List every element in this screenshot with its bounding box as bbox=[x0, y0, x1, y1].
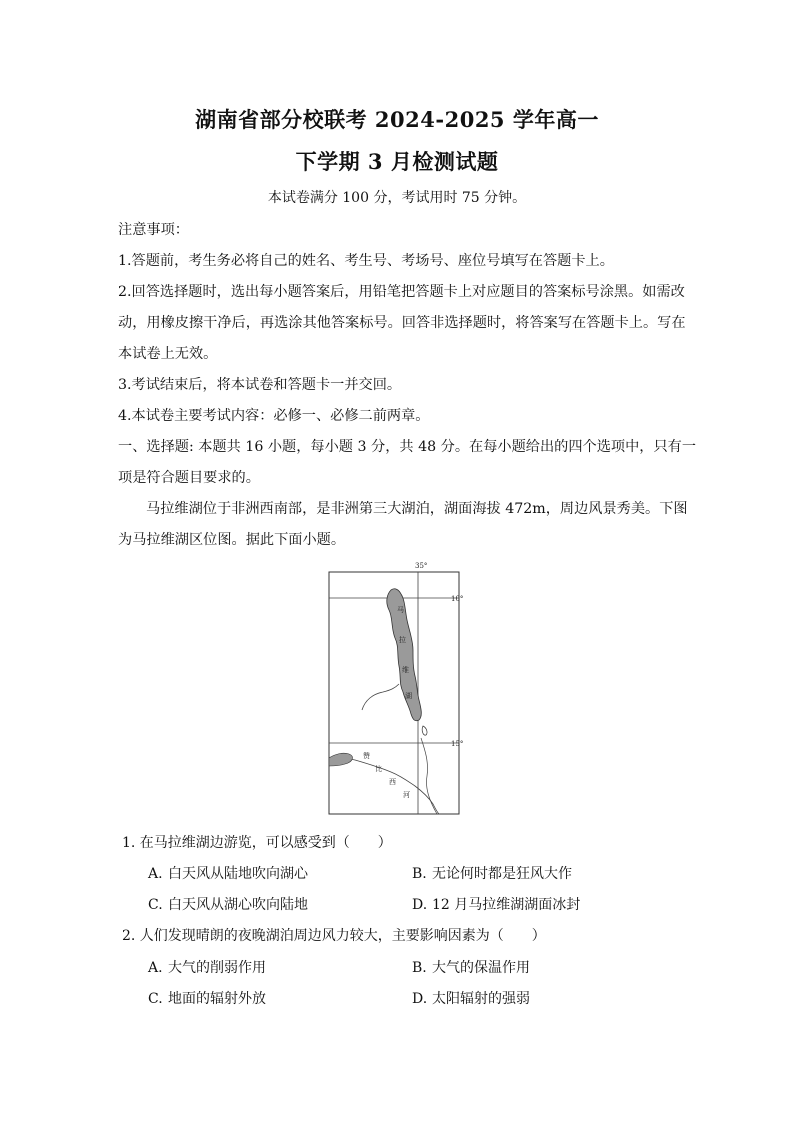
lake-label-char-3: 维 bbox=[402, 666, 409, 674]
question-1-option-d[interactable] bbox=[412, 894, 580, 914]
notes-line-3: 动，用橡皮擦干净后，再选涂其他答案标号。回答非选择题时，将答案写在答题卡上。写在 bbox=[118, 315, 686, 331]
question-1-option-b[interactable] bbox=[412, 863, 572, 883]
notes-line-6: 4.本试卷主要考试内容：必修一、必修二前两章。 bbox=[118, 408, 430, 424]
option-text: 大气的削弱作用 bbox=[168, 960, 266, 976]
option-text: 12 月马拉维湖湖面冰封 bbox=[432, 897, 581, 913]
section-heading-line1: 一、选择题: 本题共 16 小题，每小题 3 分，共 48 分。在每小题给出的四个选项中，只有一 bbox=[118, 439, 697, 455]
option-letter: B. bbox=[412, 960, 427, 976]
question-1-option-c[interactable] bbox=[148, 894, 308, 914]
question-2-option-d[interactable] bbox=[412, 988, 530, 1008]
lake-label-char-4: 湖 bbox=[405, 692, 412, 700]
question-2-option-c[interactable] bbox=[148, 988, 266, 1008]
river-label-char-3: 西 bbox=[389, 778, 396, 786]
option-letter: C. bbox=[148, 991, 163, 1007]
notes-line-1: 1.答题前，考生务必将自己的姓名、考生号、考场号、座位号填写在答题卡上。 bbox=[118, 253, 614, 269]
option-text: 无论何时都是狂风大作 bbox=[432, 866, 572, 882]
option-letter: D. bbox=[412, 897, 428, 913]
question-1-option-a[interactable] bbox=[148, 863, 308, 883]
option-letter: A. bbox=[148, 960, 163, 976]
question-2-option-b[interactable] bbox=[412, 957, 530, 977]
notes-line-4: 本试卷上无效。 bbox=[118, 346, 218, 362]
passage-line2: 为马拉维湖区位图。据此下面小题。 bbox=[118, 532, 346, 548]
option-text: 白天风从湖心吹向陆地 bbox=[168, 897, 308, 913]
option-letter: D. bbox=[412, 991, 428, 1007]
river-label-char-1: 赞 bbox=[363, 752, 370, 760]
lon-label-35: 35° bbox=[415, 562, 428, 570]
option-letter: C. bbox=[148, 897, 163, 913]
question-2-option-a[interactable] bbox=[148, 957, 266, 977]
option-text: 白天风从陆地吹向湖心 bbox=[168, 866, 308, 882]
passage-line1: 马拉维湖位于非洲西南部，是非洲第三大湖泊，湖面海拔 472m，周边风景秀美。下图 bbox=[146, 501, 688, 517]
option-letter: A. bbox=[148, 866, 163, 882]
malawi-lake-map bbox=[329, 562, 464, 814]
question-1-stem: 1. 在马拉维湖边游览，可以感受到（ ） bbox=[122, 835, 392, 851]
notes-line-2: 2.回答选择题时，选出每小题答案后，用铅笔把答题卡上对应题目的答案标号涂黑。如需改 bbox=[118, 284, 685, 300]
option-letter: B. bbox=[412, 866, 427, 882]
notes-heading: 注意事项： bbox=[118, 222, 189, 238]
notes-line-5: 3.考试结束后，将本试卷和答题卡一并交回。 bbox=[118, 377, 402, 393]
option-text: 大气的保温作用 bbox=[432, 960, 530, 976]
exam-title-line2: 下学期 3 月检测试题 bbox=[295, 149, 499, 174]
lat-label-10: 10° bbox=[451, 595, 464, 603]
section-heading-line2: 项是符合题目要求的。 bbox=[118, 470, 260, 486]
lake-label-char-1: 马 bbox=[397, 606, 404, 614]
exam-subtitle: 本试卷满分 100 分，考试用时 75 分钟。 bbox=[267, 190, 527, 206]
lat-label-15: 15° bbox=[451, 740, 464, 748]
river-label-char-2: 比 bbox=[375, 765, 382, 773]
river-label-char-4: 河 bbox=[403, 791, 410, 799]
exam-title-line1: 湖南省部分校联考 2024-2025 学年高一 bbox=[195, 107, 599, 132]
option-text: 太阳辐射的强弱 bbox=[432, 991, 530, 1007]
option-text: 地面的辐射外放 bbox=[168, 991, 266, 1007]
question-2-stem: 2. 人们发现晴朗的夜晚湖泊周边风力较大，主要影响因素为（ ） bbox=[122, 928, 546, 944]
lake-label-char-2: 拉 bbox=[399, 636, 406, 644]
